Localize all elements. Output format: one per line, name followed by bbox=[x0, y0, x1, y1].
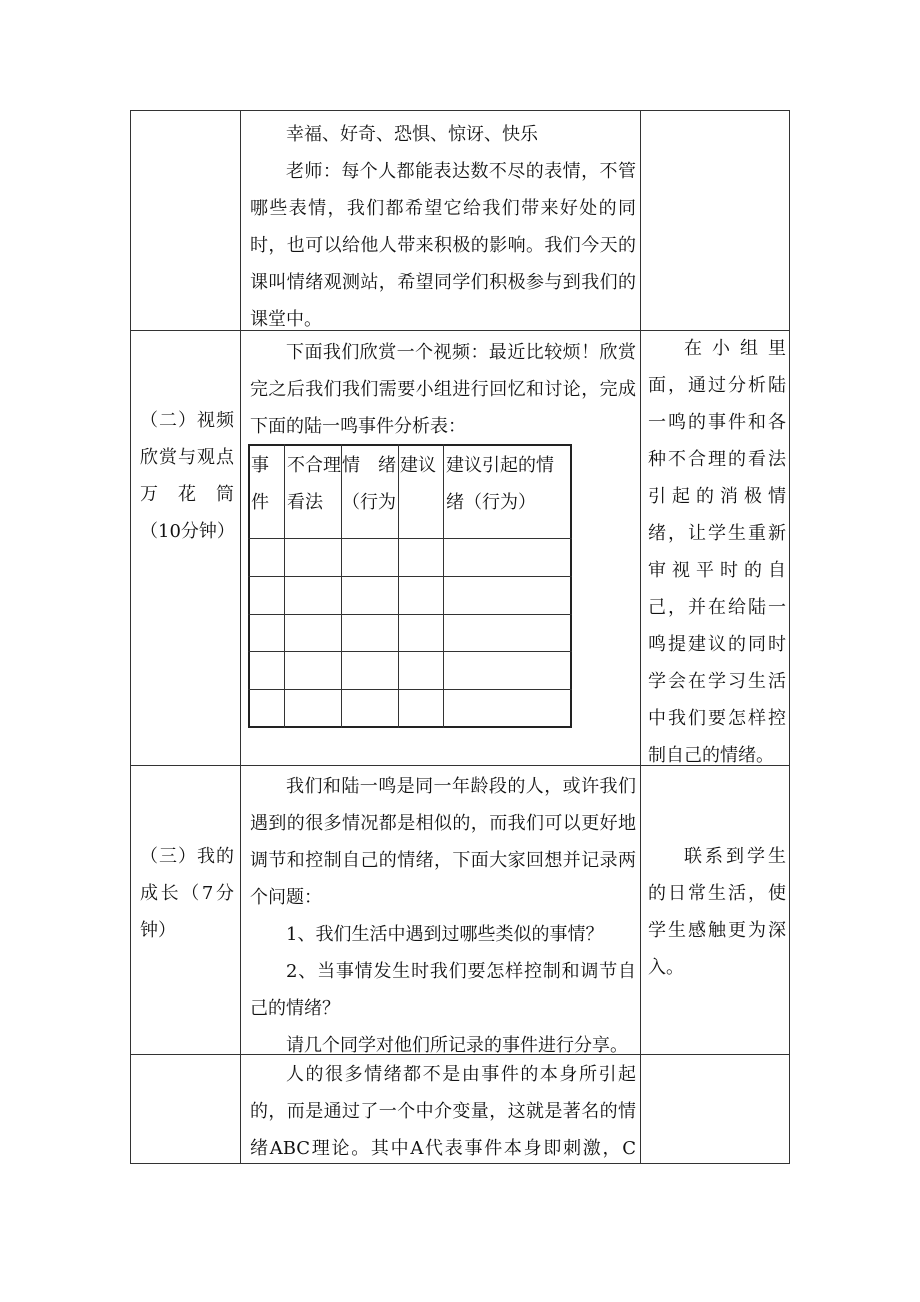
row2-content bbox=[250, 334, 636, 445]
analysis-col-line bbox=[284, 444, 285, 728]
teacher-remark: 老师：每个人都能表达数不尽的表情，不管哪些表情，我们都希望它给我们带来好处的同时，也可以给他人带来积极的影响。我们今天的课叫情绪观测站，希望同学们积极参与到我们的课堂中。 bbox=[250, 161, 636, 330]
analysis-col-line bbox=[443, 444, 444, 728]
row1-content bbox=[250, 116, 636, 338]
emotion-list: 幸福、好奇、恐惧、惊讶、快乐 bbox=[286, 124, 538, 145]
analysis-row-line bbox=[248, 651, 572, 652]
row4-content bbox=[250, 1056, 636, 1167]
analysis-col-line bbox=[398, 444, 399, 728]
analysis-header-emotion: 情 绪（行为 bbox=[342, 455, 396, 513]
analysis-header-suggestion: 建议 bbox=[400, 455, 436, 476]
abc-theory-text: 人的很多情绪都不是由事件的本身所引起的，而是通过了一个中介变量，这就是著名的情绪ABC理论。其中A代表事件本身即刺激，C bbox=[250, 1064, 636, 1159]
analysis-row-line bbox=[248, 576, 572, 577]
analysis-header-event: 事件 bbox=[251, 455, 269, 513]
analysis-row-line bbox=[248, 538, 572, 539]
intent-video: 在小组里面，通过分析陆一鸣的事件和各种不合理的看法引起的消极情绪，让学生重新审视平时的自己，并在给陆一鸣提建议的同时学会在学习生活中我们要怎样控制自己的情绪。 bbox=[648, 338, 786, 766]
analysis-header-belief: 不合理看法 bbox=[287, 455, 341, 513]
analysis-header-result: 建议引起的情绪（行为） bbox=[446, 455, 554, 513]
stage-growth: （三）我的成长（7分钟） bbox=[140, 846, 234, 941]
sharing-instruction: 请几个同学对他们所记录的事件进行分享。 bbox=[286, 1035, 628, 1056]
stage-video: （二）视频欣赏与观点万花筒（10分钟） bbox=[140, 410, 235, 542]
question-1: 1、我们生活中遇到过哪些类似的事情？ bbox=[286, 924, 604, 945]
analysis-row-line bbox=[248, 614, 572, 615]
column-divider-1 bbox=[240, 110, 241, 1164]
video-instruction: 下面我们欣赏一个视频：最近比较烦！欣赏完之后我们我们需要小组进行回忆和讨论，完成下面的陆一鸣事件分析表： bbox=[250, 342, 636, 437]
question-2: 2、当事情发生时我们要怎样控制和调节自己的情绪？ bbox=[250, 961, 636, 1019]
column-divider-2 bbox=[640, 110, 641, 1164]
intent-growth: 联系到学生的日常生活，使学生感触更为深入。 bbox=[648, 846, 786, 978]
growth-intro: 我们和陆一鸣是同一年龄段的人，或许我们遇到的很多情况都是相似的，而我们可以更好地调节和控制自己的情绪，下面大家回想并记录两个问题： bbox=[250, 776, 636, 908]
analysis-row-line bbox=[248, 689, 572, 690]
row3-content bbox=[250, 768, 636, 1064]
